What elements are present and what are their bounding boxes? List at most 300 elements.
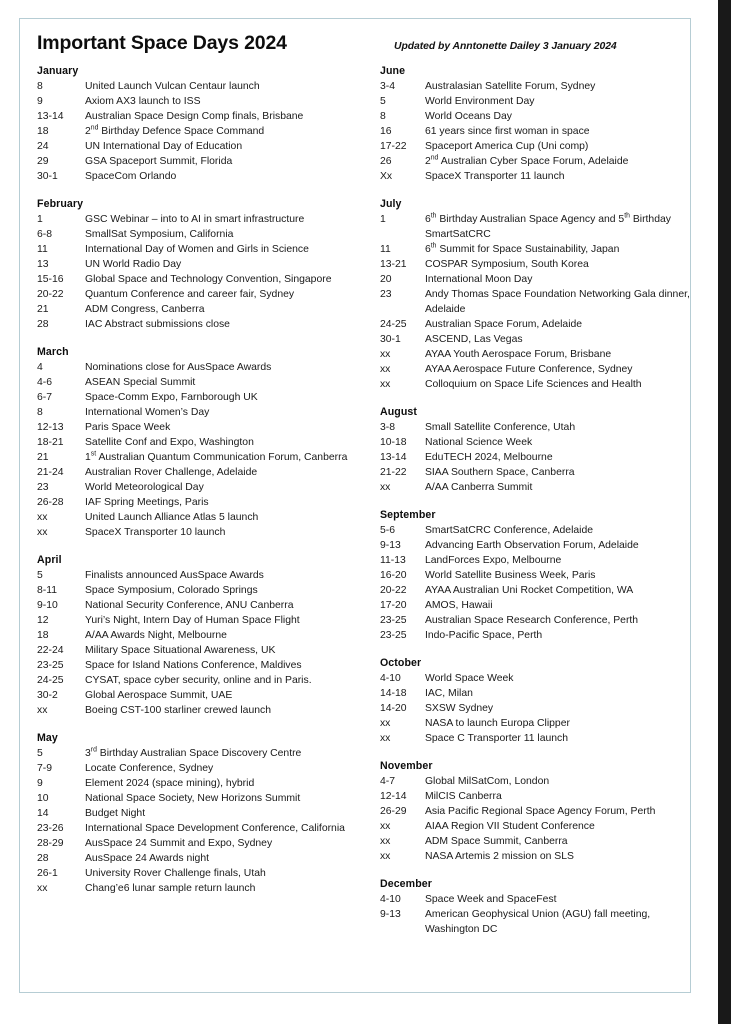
event-entry	[37, 613, 375, 628]
month-heading: September	[379, 509, 436, 521]
event-date: 28-29	[37, 838, 64, 849]
month-heading: March	[37, 346, 69, 358]
event-description: American Geophysical Union (AGU) fall meeting, Washington DC	[424, 909, 651, 935]
month-heading: July	[379, 198, 402, 210]
month-block	[380, 657, 690, 746]
event-description: International Women’s Day	[85, 407, 210, 418]
event-date: 13-21	[379, 259, 407, 270]
event-entry	[380, 272, 690, 287]
updated-by-note: Updated by Anntonette Dailey 3 January 2024	[394, 41, 617, 52]
event-entry	[380, 819, 690, 834]
event-date: 18-21	[37, 437, 64, 448]
month-block	[380, 406, 690, 495]
event-date: 14	[37, 808, 49, 819]
event-description: Colloquium on Space Life Sciences and Health	[424, 379, 642, 390]
event-entry	[380, 892, 690, 907]
event-entry	[380, 568, 690, 583]
event-date: xx	[379, 836, 391, 847]
event-date: 8-11	[37, 585, 58, 596]
event-entry	[380, 686, 690, 701]
event-date: 4-10	[379, 894, 401, 905]
event-description: Global MilSatCom, London	[424, 776, 550, 787]
month-block	[37, 346, 375, 540]
event-description: SIAA Southern Space, Canberra	[424, 467, 575, 478]
event-description: ASEAN Special Summit	[85, 377, 196, 388]
event-description: IAC Abstract submissions close	[85, 319, 230, 330]
event-date: 6-8	[37, 229, 53, 240]
event-date: 23	[37, 482, 49, 493]
event-entry	[37, 836, 375, 851]
event-date: xx	[379, 851, 391, 862]
event-description: SmallSat Symposium, California	[85, 229, 234, 240]
event-date: 11	[379, 244, 391, 255]
event-entry	[380, 598, 690, 613]
event-description: GSA Spaceport Summit, Florida	[85, 156, 233, 167]
month-heading: October	[379, 657, 422, 669]
month-heading: November	[379, 760, 433, 772]
event-entry	[37, 866, 375, 881]
event-entry	[380, 377, 690, 392]
event-date: 30-2	[37, 690, 58, 701]
event-description: National Science Week	[424, 437, 533, 448]
event-description: Element 2024 (space mining), hybrid	[85, 778, 255, 789]
event-date: 26-29	[379, 806, 407, 817]
event-description: National Security Conference, ANU Canberra	[85, 600, 294, 611]
event-date: 12	[37, 615, 49, 626]
month-block	[380, 760, 690, 864]
event-entry	[37, 360, 375, 375]
event-description: Budget Night	[85, 808, 146, 819]
event-entry	[380, 774, 690, 789]
event-description: COSPAR Symposium, South Korea	[424, 259, 589, 270]
event-description: MilCIS Canberra	[424, 791, 502, 802]
event-description: United Launch Vulcan Centaur launch	[85, 81, 260, 92]
event-description: SmartSatCRC Conference, Adelaide	[424, 525, 594, 536]
event-entry	[37, 673, 375, 688]
event-entry	[380, 671, 690, 686]
event-entry	[37, 821, 375, 836]
event-entry	[37, 746, 375, 761]
event-description: ADM Space Summit, Canberra	[424, 836, 568, 847]
event-date: 12-14	[379, 791, 407, 802]
event-entry	[380, 362, 690, 377]
month-block	[380, 878, 690, 937]
event-date: 11-13	[379, 555, 406, 566]
event-description: Australian Space Forum, Adelaide	[424, 319, 583, 330]
event-description: ADM Congress, Canberra	[85, 304, 205, 315]
event-description: Global Space and Technology Convention, Singapore	[85, 274, 332, 285]
event-description: SpaceX Transporter 11 launch	[424, 171, 565, 182]
event-description: NASA to launch Europa Clipper	[424, 718, 570, 729]
event-entry	[380, 154, 690, 169]
event-date: 29	[37, 156, 49, 167]
event-entry	[37, 688, 375, 703]
event-description: A/AA Canberra Summit	[424, 482, 533, 493]
event-entry	[37, 628, 375, 643]
event-description: Small Satellite Conference, Utah	[424, 422, 576, 433]
event-date: 18	[37, 126, 49, 137]
event-description: Andy Thomas Space Foundation Networking Gala dinner, Adelaide	[424, 289, 690, 315]
event-entry	[37, 881, 375, 896]
document-page	[19, 18, 691, 993]
event-date: xx	[37, 512, 48, 523]
month-block	[37, 554, 375, 718]
event-description: World Environment Day	[424, 96, 535, 107]
event-entry	[380, 731, 690, 746]
event-entry	[380, 287, 690, 317]
event-date: 3-8	[379, 422, 395, 433]
event-entry	[37, 851, 375, 866]
event-date: 26	[379, 156, 392, 167]
event-date: 23-25	[379, 615, 407, 626]
event-date: 8	[379, 111, 386, 122]
event-entry	[380, 332, 690, 347]
event-description: 61 years since first woman in space	[424, 126, 590, 137]
event-description: Finalists announced AusSpace Awards	[85, 570, 264, 581]
event-date: 13	[37, 259, 49, 270]
event-entry	[380, 716, 690, 731]
event-description: Axiom AX3 launch to ISS	[85, 96, 201, 107]
event-date: 14-20	[379, 703, 407, 714]
event-description: Paris Space Week	[85, 422, 171, 433]
event-date: 5	[379, 96, 386, 107]
event-entry	[37, 568, 375, 583]
event-description: 2nd Australian Cyber Space Forum, Adelaide	[424, 154, 629, 167]
event-entry	[37, 287, 375, 302]
event-entry	[37, 643, 375, 658]
event-date: 16	[379, 126, 392, 137]
event-date: 21-22	[379, 467, 407, 478]
event-date: 9	[37, 96, 43, 107]
event-entry	[380, 849, 690, 864]
event-description: AusSpace 24 Summit and Expo, Sydney	[85, 838, 273, 849]
event-entry	[380, 907, 690, 937]
event-description: 6th Summit for Space Sustainability, Japan	[424, 242, 620, 255]
event-entry	[37, 510, 375, 525]
page-title: Important Space Days 2024	[37, 32, 287, 54]
event-date: 9-10	[37, 600, 58, 611]
event-description: 2nd Birthday Defence Space Command	[85, 124, 265, 137]
event-entry	[380, 257, 690, 272]
event-description: SpaceX Transporter 10 launch	[85, 527, 226, 538]
event-date: 5-6	[379, 525, 395, 536]
event-entry	[37, 109, 375, 124]
month-heading: June	[379, 65, 406, 77]
event-entry	[37, 139, 375, 154]
left-column	[20, 65, 375, 937]
event-description: UN International Day of Education	[85, 141, 243, 152]
event-date: 24-25	[37, 675, 64, 686]
event-description: EduTECH 2024, Melbourne	[424, 452, 553, 463]
month-heading: April	[37, 554, 62, 566]
event-description: Global Aerospace Summit, UAE	[85, 690, 233, 701]
event-description: Australian Rover Challenge, Adelaide	[85, 467, 258, 478]
event-entry	[380, 523, 690, 538]
month-block	[380, 509, 690, 643]
event-entry	[37, 154, 375, 169]
event-description: Australian Space Design Comp finals, Brisbane	[85, 111, 304, 122]
event-entry	[37, 124, 375, 139]
event-date: 23	[379, 289, 392, 300]
event-entry	[37, 776, 375, 791]
page-edge-strip	[718, 0, 731, 1024]
event-date: xx	[379, 718, 391, 729]
event-date: xx	[379, 821, 391, 832]
event-entry	[37, 257, 375, 272]
event-entry	[37, 94, 375, 109]
event-date: 17-22	[379, 141, 407, 152]
month-heading: August	[379, 406, 418, 418]
event-entry	[380, 79, 690, 94]
event-date: 14-18	[379, 688, 407, 699]
event-entry	[37, 420, 375, 435]
event-entry	[380, 124, 690, 139]
event-entry	[380, 94, 690, 109]
event-date: 1	[379, 214, 386, 225]
event-description: 3rd Birthday Australian Space Discovery Centre	[85, 746, 302, 759]
event-description: Australian Space Research Conference, Perth	[424, 615, 639, 626]
event-description: 1st Australian Quantum Communication Forum, Canberra	[85, 450, 348, 463]
event-entry	[37, 495, 375, 510]
event-date: 9-13	[379, 540, 401, 551]
event-date: xx	[37, 527, 48, 538]
event-date: 13-14	[379, 452, 407, 463]
event-entry	[380, 804, 690, 819]
event-description: LandForces Expo, Melbourne	[424, 555, 562, 566]
event-date: 4-7	[379, 776, 395, 787]
event-entry	[37, 583, 375, 598]
event-date: 16-20	[379, 570, 407, 581]
event-description: Space Week and SpaceFest	[424, 894, 557, 905]
event-date: 28	[37, 853, 49, 864]
event-entry	[37, 450, 375, 465]
event-date: 8	[37, 81, 43, 92]
event-entry	[380, 701, 690, 716]
event-description: National Space Society, New Horizons Summit	[85, 793, 301, 804]
event-date: xx	[379, 733, 391, 744]
event-entry	[37, 465, 375, 480]
event-date: xx	[379, 379, 391, 390]
event-entry	[37, 242, 375, 257]
event-entry	[380, 480, 690, 495]
event-date: 21	[37, 452, 49, 463]
event-description: Military Space Situational Awareness, UK	[85, 645, 276, 656]
event-description: Space C Transporter 11 launch	[424, 733, 569, 744]
event-date: xx	[379, 349, 391, 360]
event-description: Space for Island Nations Conference, Maldives	[85, 660, 302, 671]
event-description: Spaceport America Cup (Uni comp)	[424, 141, 589, 152]
event-description: World Satellite Business Week, Paris	[424, 570, 596, 581]
content-columns	[20, 65, 690, 937]
event-date: 12-13	[37, 422, 64, 433]
document-header	[20, 19, 690, 61]
event-description: IAC, Milan	[424, 688, 473, 699]
event-date: 8	[37, 407, 43, 418]
event-description: AYAA Aerospace Future Conference, Sydney	[424, 364, 633, 375]
event-entry	[380, 317, 690, 332]
event-entry	[37, 598, 375, 613]
event-entry	[37, 405, 375, 420]
event-date: xx	[37, 705, 48, 716]
event-entry	[380, 169, 690, 184]
event-entry	[37, 302, 375, 317]
event-entry	[37, 169, 375, 184]
event-description: Locate Conference, Sydney	[85, 763, 214, 774]
event-description: Indo-Pacific Space, Perth	[424, 630, 543, 641]
event-description: ASCEND, Las Vegas	[424, 334, 523, 345]
event-description: AusSpace 24 Awards night	[85, 853, 210, 864]
event-description: International Space Development Conference, California	[85, 823, 345, 834]
event-date: 22-24	[37, 645, 64, 656]
event-date: 23-25	[379, 630, 407, 641]
event-entry	[380, 834, 690, 849]
event-description: Advancing Earth Observation Forum, Adelaide	[424, 540, 639, 551]
event-date: 3-4	[379, 81, 395, 92]
event-date: Xx	[379, 171, 393, 182]
event-entry	[37, 791, 375, 806]
event-date: 7-9	[37, 763, 53, 774]
month-heading: February	[37, 198, 84, 210]
event-entry	[380, 420, 690, 435]
event-description: AYAA Youth Aerospace Forum, Brisbane	[424, 349, 612, 360]
event-description: SpaceCom Orlando	[85, 171, 177, 182]
event-date: 1	[37, 214, 43, 225]
event-description: United Launch Alliance Atlas 5 launch	[85, 512, 259, 523]
event-entry	[37, 480, 375, 495]
event-entry	[380, 212, 690, 242]
event-entry	[380, 553, 690, 568]
event-date: 23-26	[37, 823, 64, 834]
event-date: 18	[37, 630, 49, 641]
event-entry	[37, 761, 375, 776]
event-description: AIAA Region VII Student Conference	[424, 821, 595, 832]
event-date: 28	[37, 319, 49, 330]
event-entry	[37, 272, 375, 287]
event-entry	[37, 390, 375, 405]
event-description: Space-Comm Expo, Farnborough UK	[85, 392, 258, 403]
event-date: 23-25	[37, 660, 64, 671]
event-description: UN World Radio Day	[85, 259, 182, 270]
event-description: Asia Pacific Regional Space Agency Forum, Perth	[424, 806, 656, 817]
month-heading: January	[37, 65, 79, 77]
event-description: International Moon Day	[424, 274, 533, 285]
event-entry	[37, 212, 375, 227]
month-block	[37, 65, 375, 184]
month-block	[37, 732, 375, 896]
event-description: A/AA Awards Night, Melbourne	[85, 630, 227, 641]
event-date: 4-6	[37, 377, 53, 388]
event-date: 4-10	[379, 673, 401, 684]
event-description: Boeing CST-100 starliner crewed launch	[85, 705, 271, 716]
event-entry	[37, 806, 375, 821]
event-description: University Rover Challenge finals, Utah	[85, 868, 266, 879]
event-date: xx	[37, 883, 48, 894]
event-date: 24-25	[379, 319, 407, 330]
event-date: 26-1	[37, 868, 58, 879]
event-entry	[380, 583, 690, 598]
event-entry	[380, 139, 690, 154]
event-date: 10-18	[379, 437, 407, 448]
event-entry	[380, 109, 690, 124]
event-description: IAF Spring Meetings, Paris	[85, 497, 209, 508]
event-date: 10	[37, 793, 49, 804]
event-description: GSC Webinar – into to AI in smart infrastructure	[85, 214, 305, 225]
month-block	[380, 198, 690, 392]
event-entry	[380, 465, 690, 480]
event-description: World Meteorological Day	[85, 482, 204, 493]
event-description: Australasian Satellite Forum, Sydney	[424, 81, 596, 92]
event-entry	[37, 658, 375, 673]
event-entry	[380, 628, 690, 643]
event-entry	[37, 375, 375, 390]
event-description: Yuri’s Night, Intern Day of Human Space Flight	[85, 615, 300, 626]
event-date: 5	[37, 748, 43, 759]
event-date: xx	[379, 364, 391, 375]
event-date: 21	[37, 304, 49, 315]
event-description: Chang’e6 lunar sample return launch	[85, 883, 256, 894]
event-description: Space Symposium, Colorado Springs	[85, 585, 258, 596]
event-description: NASA Artemis 2 mission on SLS	[424, 851, 574, 862]
event-date: 11	[37, 244, 48, 255]
event-entry	[37, 525, 375, 540]
event-date: 6-7	[37, 392, 53, 403]
event-entry	[37, 79, 375, 94]
event-entry	[380, 538, 690, 553]
event-date: xx	[379, 482, 391, 493]
month-block	[380, 65, 690, 184]
event-date: 24	[37, 141, 49, 152]
month-heading: December	[379, 878, 432, 890]
event-description: Satellite Conf and Expo, Washington	[85, 437, 254, 448]
event-description: CYSAT, space cyber security, online and in Paris.	[85, 675, 312, 686]
event-description: AMOS, Hawaii	[424, 600, 493, 611]
event-date: 15-16	[37, 274, 64, 285]
event-date: 9	[37, 778, 43, 789]
event-date: 20	[379, 274, 392, 285]
event-description: World Space Week	[424, 673, 514, 684]
event-entry	[380, 435, 690, 450]
event-date: 4	[37, 362, 43, 373]
event-description: AYAA Australian Uni Rocket Competition, WA	[424, 585, 634, 596]
event-entry	[380, 613, 690, 628]
month-block	[37, 198, 375, 332]
event-entry	[380, 242, 690, 257]
event-entry	[37, 227, 375, 242]
event-date: 21-24	[37, 467, 64, 478]
event-description: International Day of Women and Girls in Science	[85, 244, 309, 255]
event-description: Quantum Conference and career fair, Sydney	[85, 289, 295, 300]
event-date: 13-14	[37, 111, 64, 122]
event-entry	[37, 435, 375, 450]
event-description: 6th Birthday Australian Space Agency and 5th Birthday SmartSatCRC	[424, 212, 671, 240]
event-entry	[380, 450, 690, 465]
event-entry	[380, 789, 690, 804]
right-column	[375, 65, 690, 937]
event-date: 5	[37, 570, 43, 581]
event-date: 9-13	[379, 909, 401, 920]
event-date: 20-22	[37, 289, 64, 300]
event-entry	[37, 703, 375, 718]
event-date: 30-1	[37, 171, 58, 182]
event-description: World Oceans Day	[424, 111, 512, 122]
month-heading: May	[37, 732, 58, 744]
event-entry	[37, 317, 375, 332]
event-entry	[380, 347, 690, 362]
event-date: 26-28	[37, 497, 64, 508]
event-description: SXSW Sydney	[424, 703, 494, 714]
event-date: 17-20	[379, 600, 407, 611]
event-date: 30-1	[379, 334, 401, 345]
